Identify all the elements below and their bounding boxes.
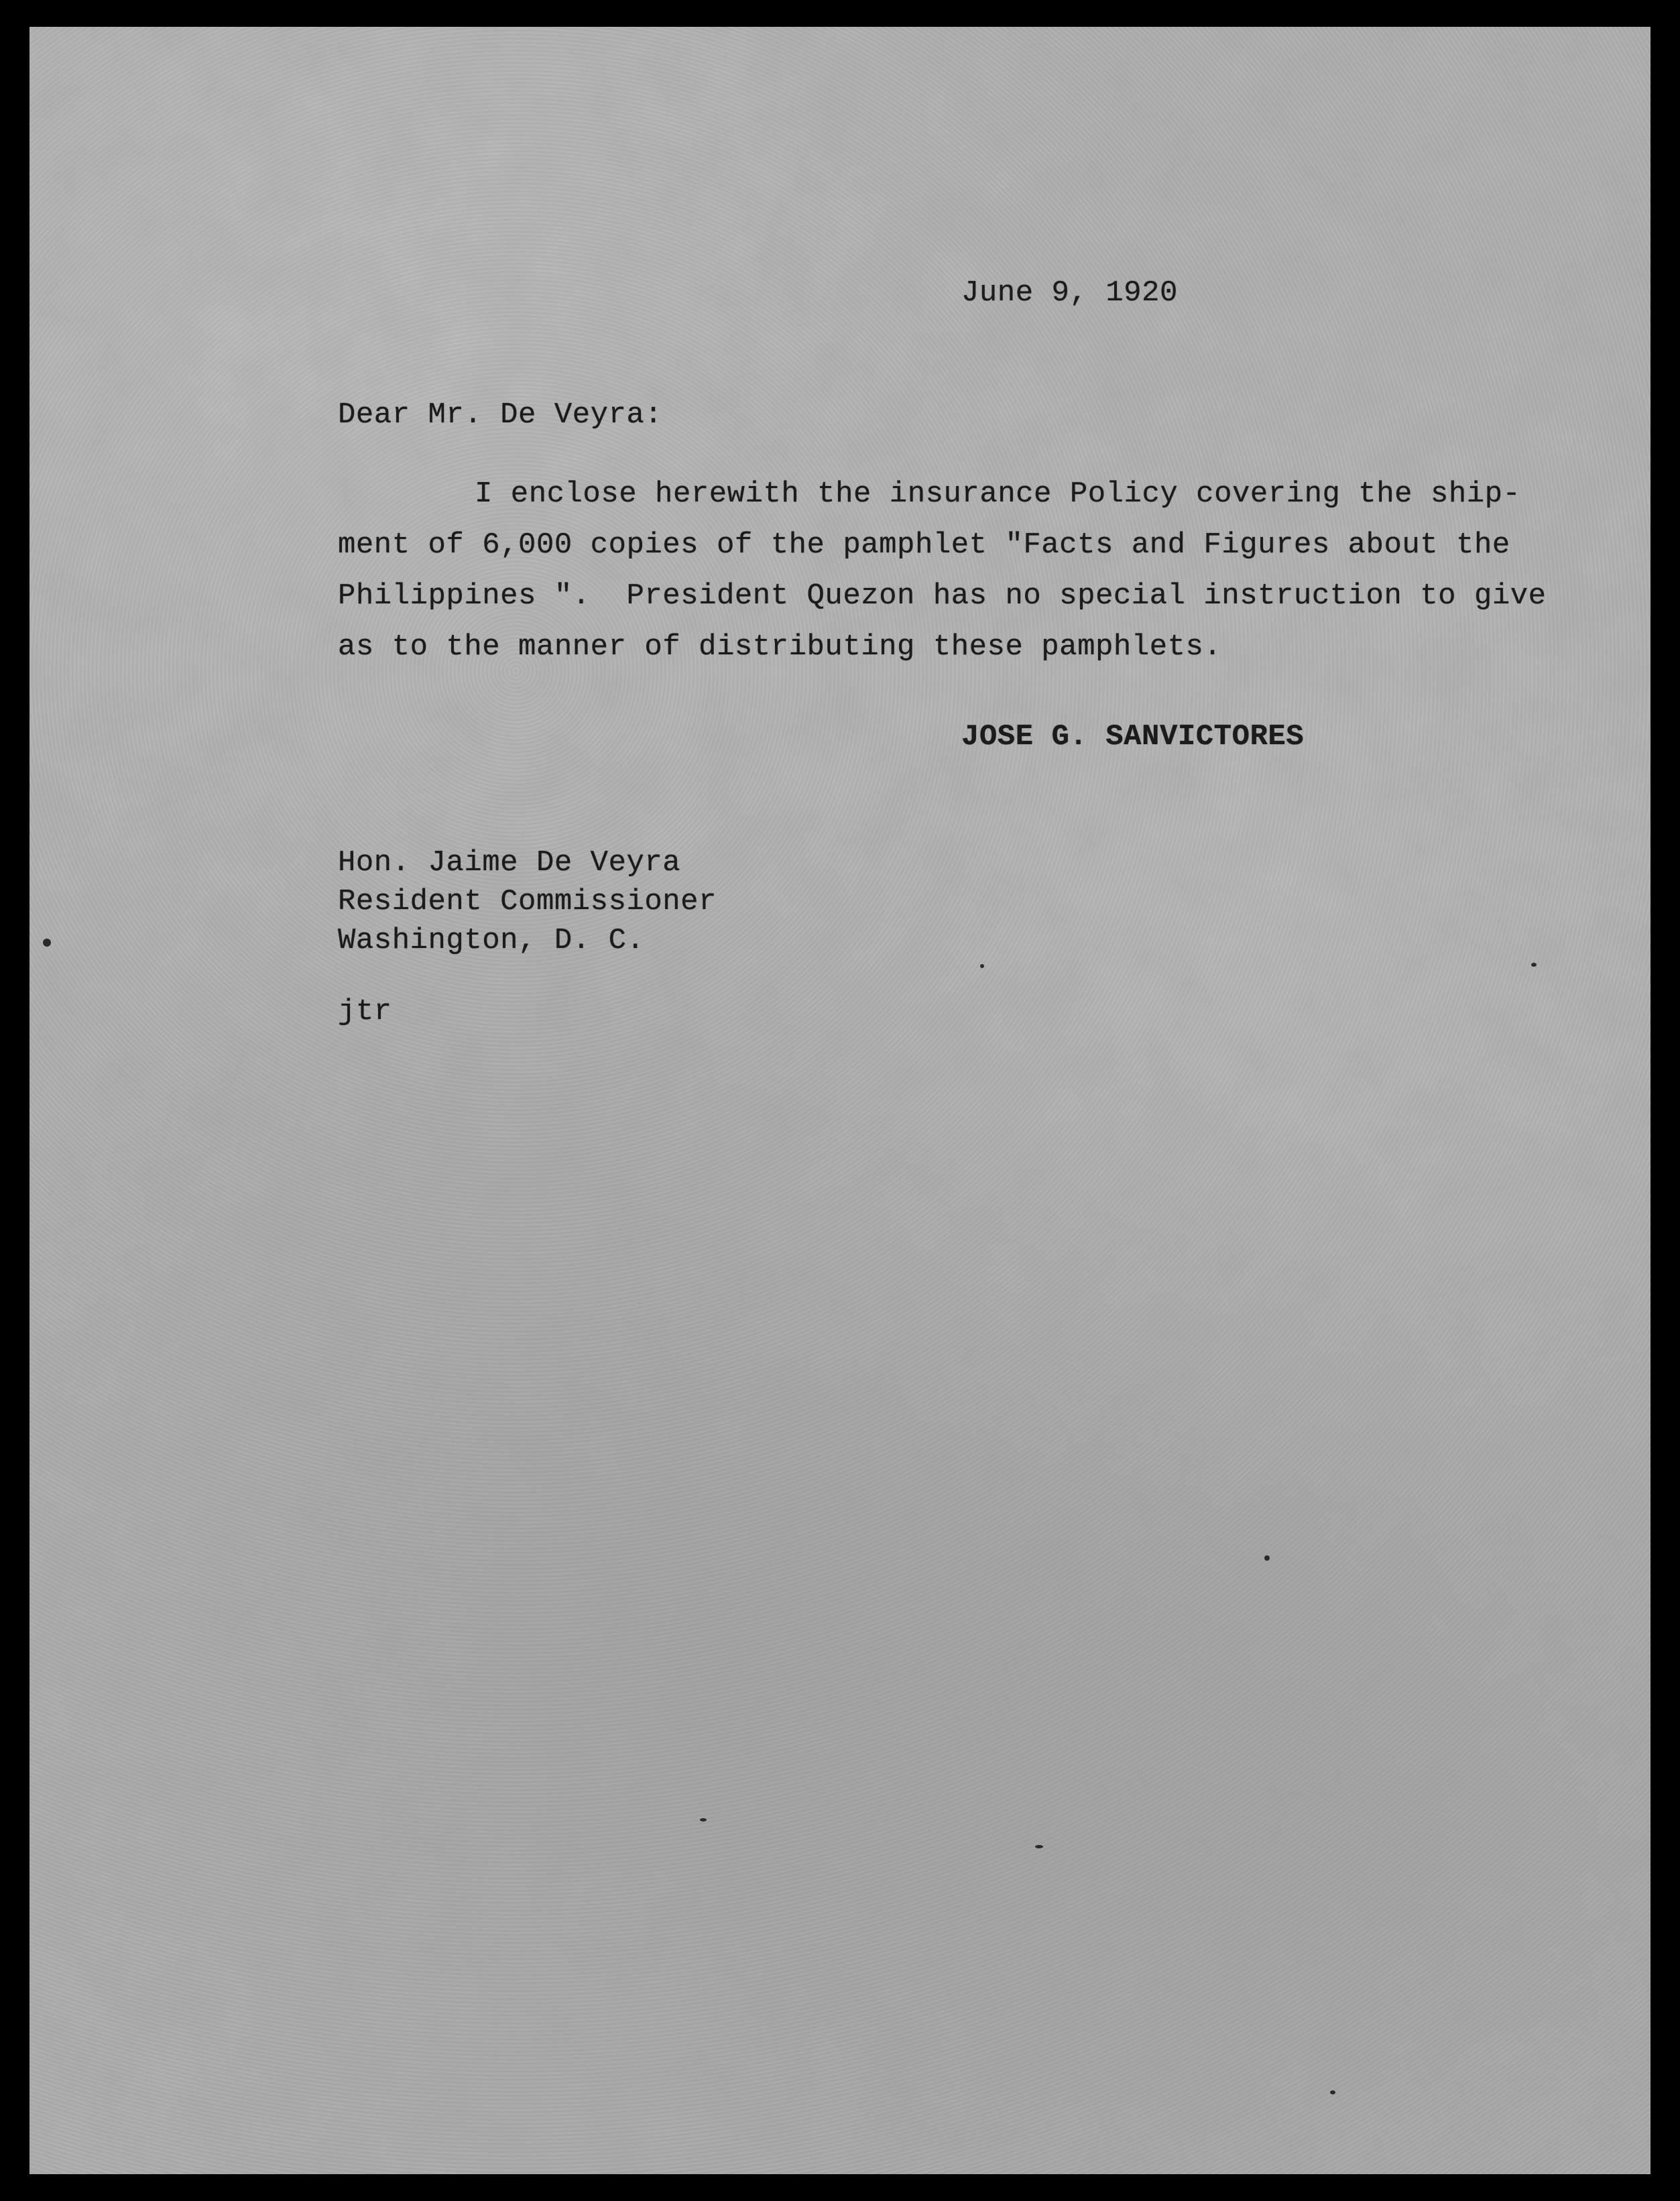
typist-initials: jtr (338, 995, 392, 1028)
paper-speck (700, 1818, 707, 1822)
recipient-title: Resident Commissioner (338, 885, 717, 918)
paper-speck (980, 964, 984, 968)
body-line-3: Philippines ". President Quezon has no special instruction to give (338, 579, 1547, 613)
salutation: Dear Mr. De Veyra: (338, 398, 663, 432)
letter-date: June 9, 1920 (961, 276, 1178, 310)
body-line-2: ment of 6,000 copies of the pamphlet "Facts and Figures about the (338, 528, 1510, 562)
body-line-1: I enclose herewith the insurance Policy covering the ship- (475, 477, 1521, 511)
paper-speck (1264, 1555, 1270, 1561)
paper-texture (29, 27, 1651, 2174)
letter-page (29, 27, 1651, 2174)
recipient-location: Washington, D. C. (338, 924, 645, 957)
recipient-name: Hon. Jaime De Veyra (338, 846, 681, 880)
paper-speck (43, 939, 51, 947)
signature-name: JOSE G. SANVICTORES (961, 720, 1305, 754)
body-line-4: as to the manner of distributing these pamphlets. (338, 630, 1222, 664)
paper-speck (1330, 2090, 1335, 2094)
paper-speck (1531, 963, 1537, 967)
paper-speck (1035, 1845, 1043, 1848)
